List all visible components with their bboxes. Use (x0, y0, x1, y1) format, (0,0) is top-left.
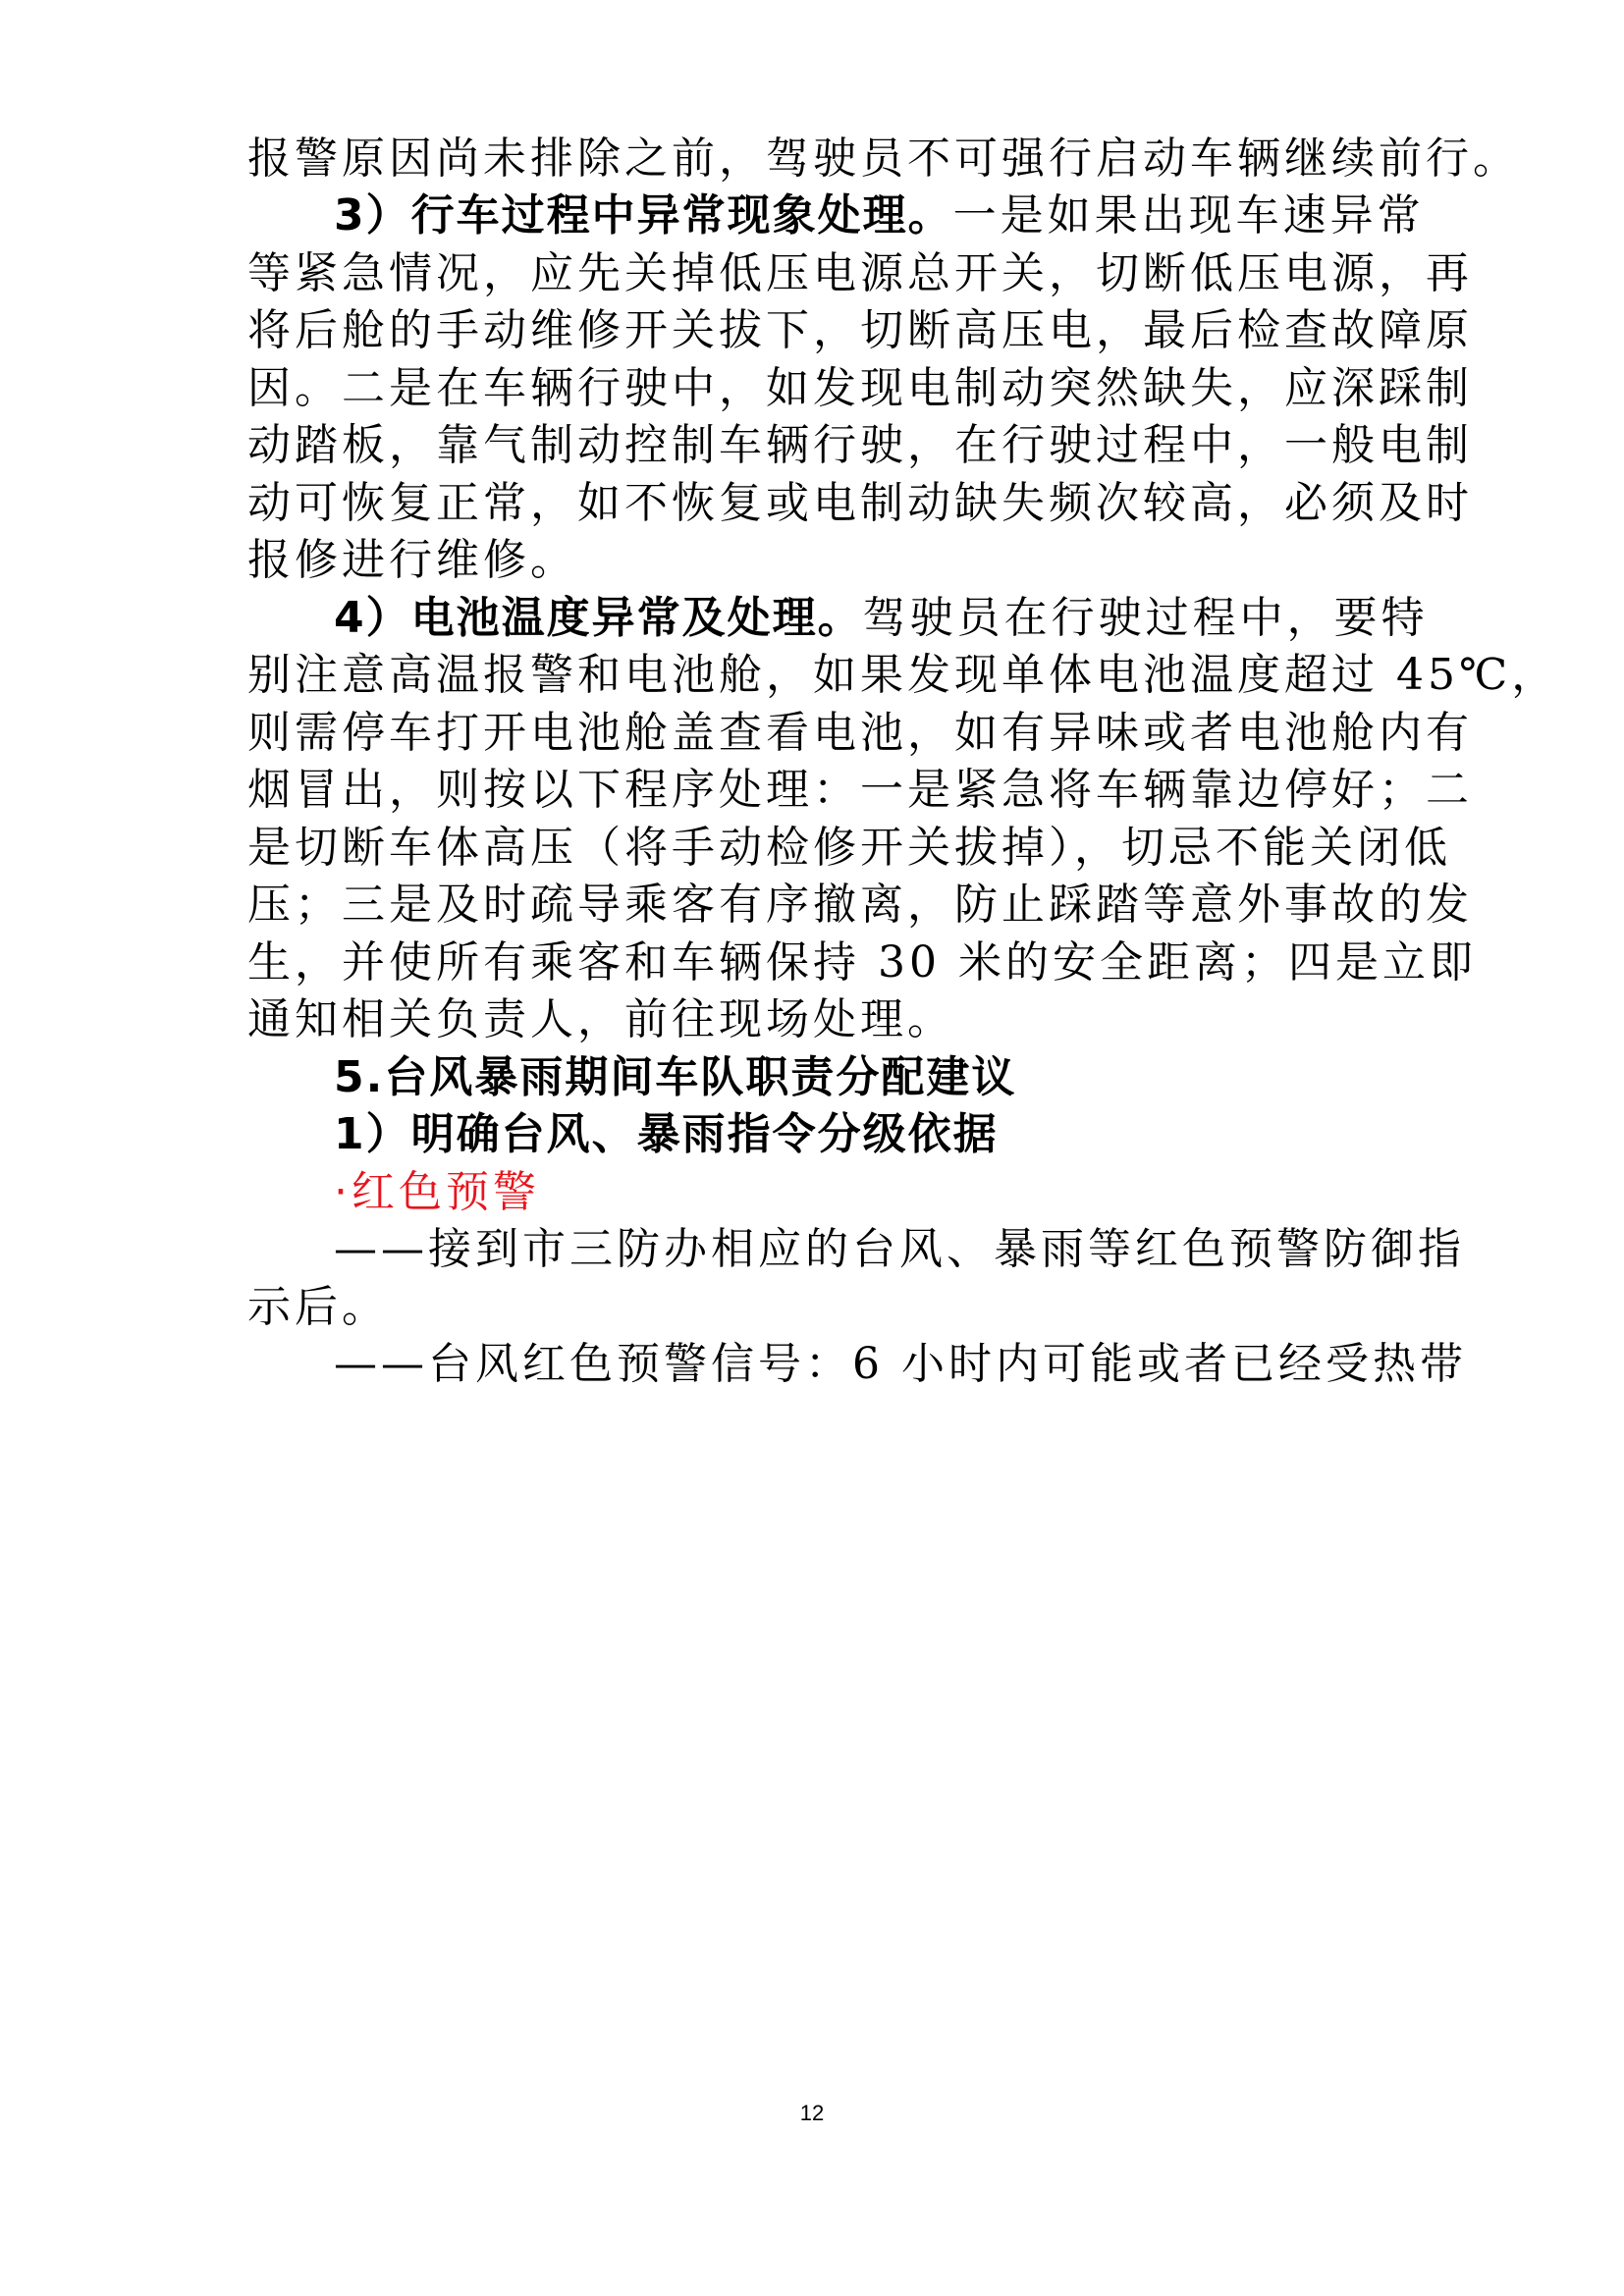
text-line-8: 报修进行维修。 (247, 535, 577, 585)
paragraph-3-first-line (334, 187, 1425, 245)
paragraph-3-heading: 3）行车过程中异常现象处理。 (334, 190, 953, 240)
text-line-13: 是切断车体高压（将手动检修开关拔掉），切忌不能关闭低 (247, 823, 1451, 873)
page-number: 12 (799, 2101, 825, 2125)
text-line-6: 动踏板，靠气制动控制车辆行驶，在行驶过程中，一般电制 (247, 420, 1473, 470)
text-line-14: 压；三是及时疏导乘客有序撤离，防止踩踏等意外事故的发 (247, 880, 1473, 930)
text-line-1: 报警原因尚未排除之前，驾驶员不可强行启动车辆继续前行。 (247, 133, 1520, 184)
text-line-3: 等紧急情况，应先关掉低压电源总开关，切断低压电源，再 (247, 248, 1473, 298)
text-line-16: 通知相关负责人，前往现场处理。 (247, 994, 954, 1044)
text-line-10: 别注意高温报警和电池舱，如果发现单体电池温度超过 45℃， (247, 650, 1559, 700)
red-warning-item-1-cont: 示后。 (247, 1282, 389, 1332)
paragraph-4-heading: 4）电池温度异常及处理。 (334, 593, 863, 643)
paragraph-4-first-line (334, 589, 1429, 648)
red-warning-label: ·红色预警 (334, 1167, 540, 1217)
text-line-4: 将后舱的手动维修开关拔下，切断高压电，最后检查故障原 (247, 305, 1473, 355)
text-line-12: 烟冒出，则按以下程序处理：一是紧急将车辆靠边停好；二 (247, 765, 1473, 815)
paragraph-4-text: 驾驶员在行驶过程中，要特 (862, 593, 1429, 643)
red-warning-item-1: ——接到市三防办相应的台风、暴雨等红色预警防御指 (334, 1224, 1465, 1274)
text-line-11: 则需停车打开电池舱盖查看电池，如有异味或者电池舱内有 (247, 708, 1473, 758)
paragraph-3-text: 一是如果出现车速异常 (952, 190, 1425, 240)
section-5-subheading-1: 1）明确台风、暴雨指令分级依据 (334, 1109, 999, 1159)
text-line-7: 动可恢复正常，如不恢复或电制动缺失频次较高，必须及时 (247, 478, 1473, 528)
text-line-5: 因。二是在车辆行驶中，如发现电制动突然缺失，应深踩制 (247, 363, 1473, 413)
section-5-title: 5.台风暴雨期间车队职责分配建议 (334, 1052, 1017, 1102)
text-line-15: 生，并使所有乘客和车辆保持 30 米的安全距离；四是立即 (247, 937, 1477, 988)
red-warning-item-2: ——台风红色预警信号：6 小时内可能或者已经受热带 (334, 1339, 1467, 1389)
